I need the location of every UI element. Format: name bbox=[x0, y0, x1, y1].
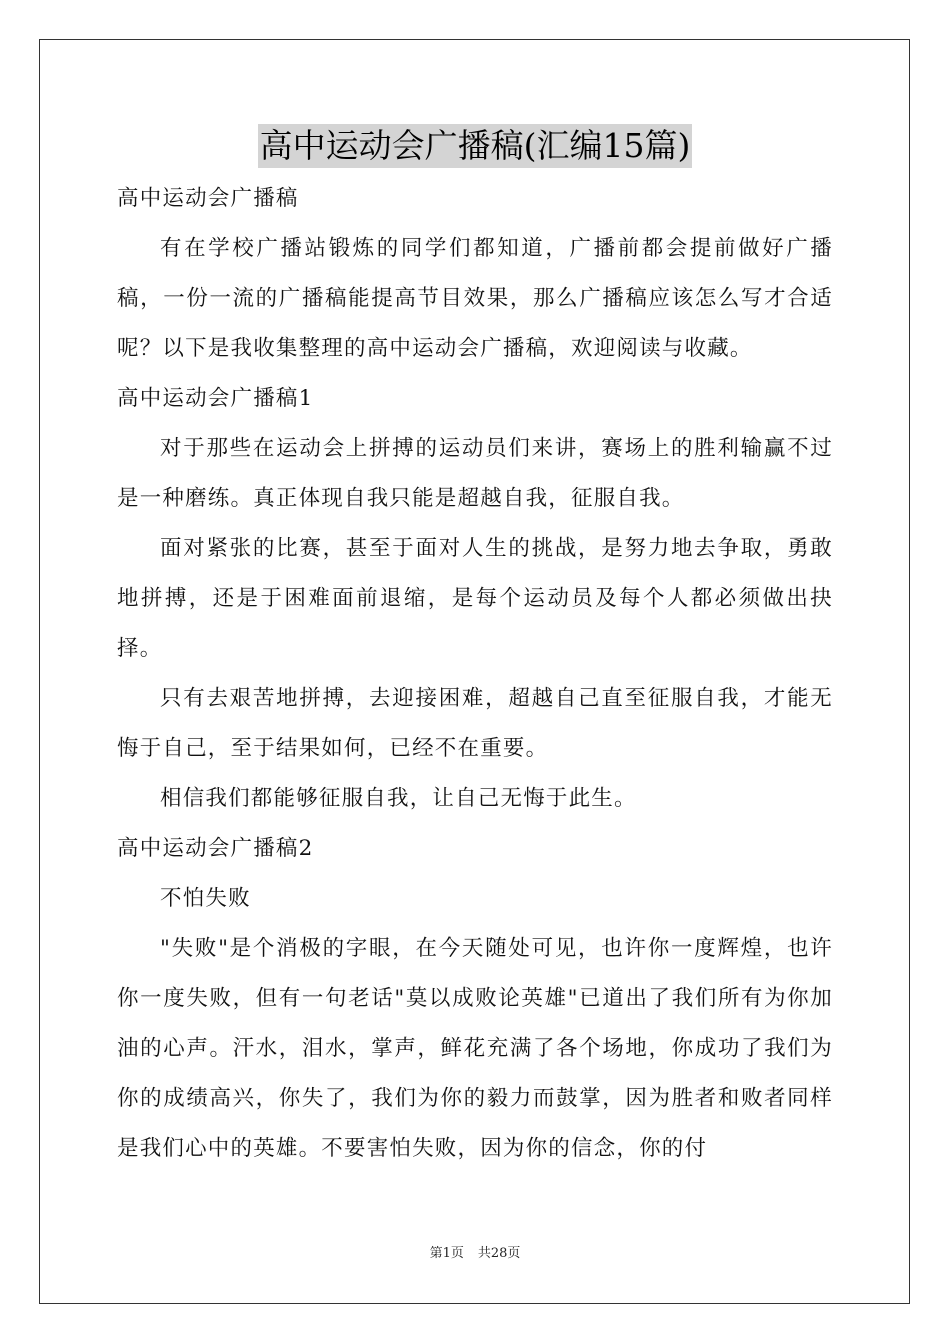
page-footer bbox=[0, 1244, 950, 1264]
paragraph: 相信我们都能够征服自我，让自己无悔于此生。 bbox=[160, 786, 637, 811]
paragraph: 只有去艰苦地拼搏，去迎接困难，超越自己直至征服自我，才能无悔于自己，至于结果如何，已经不在重要。 bbox=[117, 686, 833, 761]
paragraph: 对于那些在运动会上拼搏的运动员们来讲，赛场上的胜利输赢不过是一种磨练。真正体现自我只能是超越自我，征服自我。 bbox=[117, 436, 833, 511]
document-body bbox=[117, 174, 833, 1174]
paragraph: 高中运动会广播稿1 bbox=[117, 386, 314, 411]
paragraph: 面对紧张的比赛，甚至于面对人生的挑战，是努力地去争取，勇敢地拼搏，还是于困难面前退缩，是每个运动员及每个人都必须做出抉择。 bbox=[117, 536, 833, 661]
title-container bbox=[0, 124, 950, 168]
paragraph: 有在学校广播站锻炼的同学们都知道，广播前都会提前做好广播稿，一份一流的广播稿能提高节目效果，那么广播稿应该怎么写才合适呢？以下是我收集整理的高中运动会广播稿，欢迎阅读与收藏。 bbox=[117, 236, 833, 361]
paragraph: 高中运动会广播稿2 bbox=[117, 836, 314, 861]
page-total: 共28页 bbox=[477, 1246, 521, 1261]
paragraph: 不怕失败 bbox=[160, 886, 251, 911]
page-number: 第1页 bbox=[429, 1246, 464, 1261]
paragraph: "失败"是个消极的字眼，在今天随处可见，也许你一度辉煌，也许你一度失败，但有一句老话"莫以成败论英雄"已道出了我们所有为你加油的心声。汗水，泪水，掌声，鲜花充满了各个场地，你成功了我们为你的成绩高兴，你失了，我们为你的毅力而鼓掌，因为胜者和败者同样是我们心中的英雄。不要害怕失败，因为你的信念，你的付 bbox=[117, 936, 833, 1161]
document-title: 高中运动会广播稿(汇编15篇) bbox=[258, 124, 693, 168]
paragraph: 高中运动会广播稿 bbox=[117, 186, 299, 211]
